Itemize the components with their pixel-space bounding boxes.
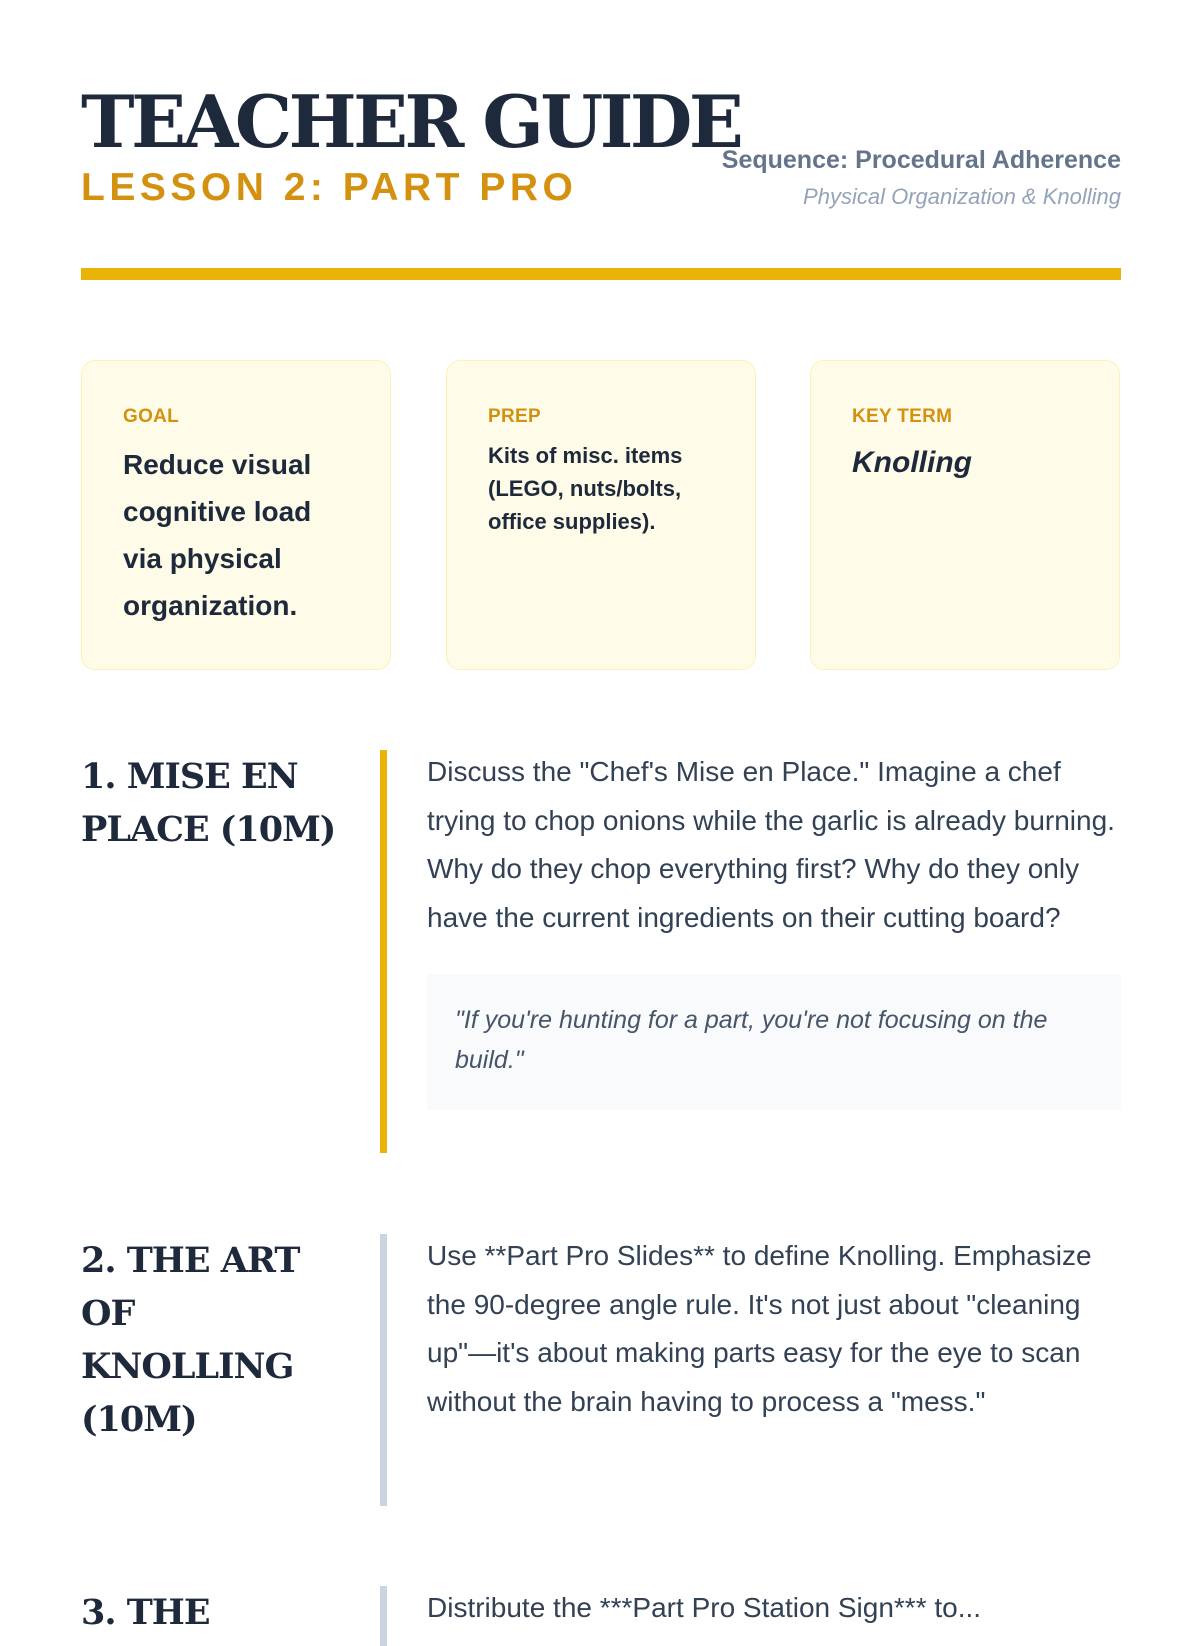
section-accent-bar (380, 1234, 387, 1506)
goal-text: Reduce visual cognitive load via physical organization. (123, 449, 312, 621)
section-heading: 2. THE ART OF KNOLLING (10M) (81, 1240, 300, 1440)
section-text: Distribute the ***Part Pro Station Sign*** to... (427, 1592, 982, 1623)
section-body (427, 750, 1121, 1110)
teacher-guide-page (81, 0, 1121, 1633)
section-accent-bar (380, 750, 387, 1153)
prep-text: Kits of misc. items (LEGO, nuts/bolts, office supplies). (488, 443, 683, 534)
section-quote: "If you're hunting for a part, you're not focusing on the build." (427, 974, 1121, 1110)
summary-cards (81, 360, 1121, 672)
prep-card (446, 360, 756, 670)
sequence-label: Sequence: Procedural Adherence (721, 146, 1121, 174)
topic-label: Physical Organization & Knolling (803, 184, 1121, 209)
lesson-meta (722, 144, 1121, 212)
goal-card (81, 360, 391, 670)
header-divider (81, 268, 1121, 280)
section-heading: 1. MISE EN PLACE (10M) (81, 756, 336, 850)
section-text: Discuss the "Chef's Mise en Place." Imagine a chef trying to chop onions while the garlic is already burning. Why do they chop everything first? Why do they only have the current ingredients on their cutting board? (427, 756, 1115, 933)
prep-label: PREP (488, 406, 541, 427)
lesson-subtitle: LESSON 2: PART PRO (81, 166, 578, 209)
section-mise-en-place (81, 750, 1121, 1155)
goal-label: GOAL (123, 406, 180, 427)
section-art-of-knolling (81, 1234, 1121, 1506)
key-term-card (810, 360, 1120, 670)
section-body (427, 1586, 1121, 1633)
key-term-label: KEY TERM (852, 406, 953, 427)
section-accent-bar (380, 1586, 387, 1646)
section-heading: 3. THE (81, 1592, 210, 1633)
section-body (427, 1234, 1121, 1426)
page-title: TEACHER GUIDE (81, 79, 741, 164)
key-term-text: Knolling (852, 446, 972, 479)
section-three (81, 1586, 1121, 1646)
section-text: Use **Part Pro Slides** to define Knolling. Emphasize the 90-degree angle rule. It's not just about "cleaning up"—it's about making parts easy for the eye to scan without the brain having to process a "mess." (427, 1240, 1092, 1417)
guide-header (81, 79, 1121, 222)
